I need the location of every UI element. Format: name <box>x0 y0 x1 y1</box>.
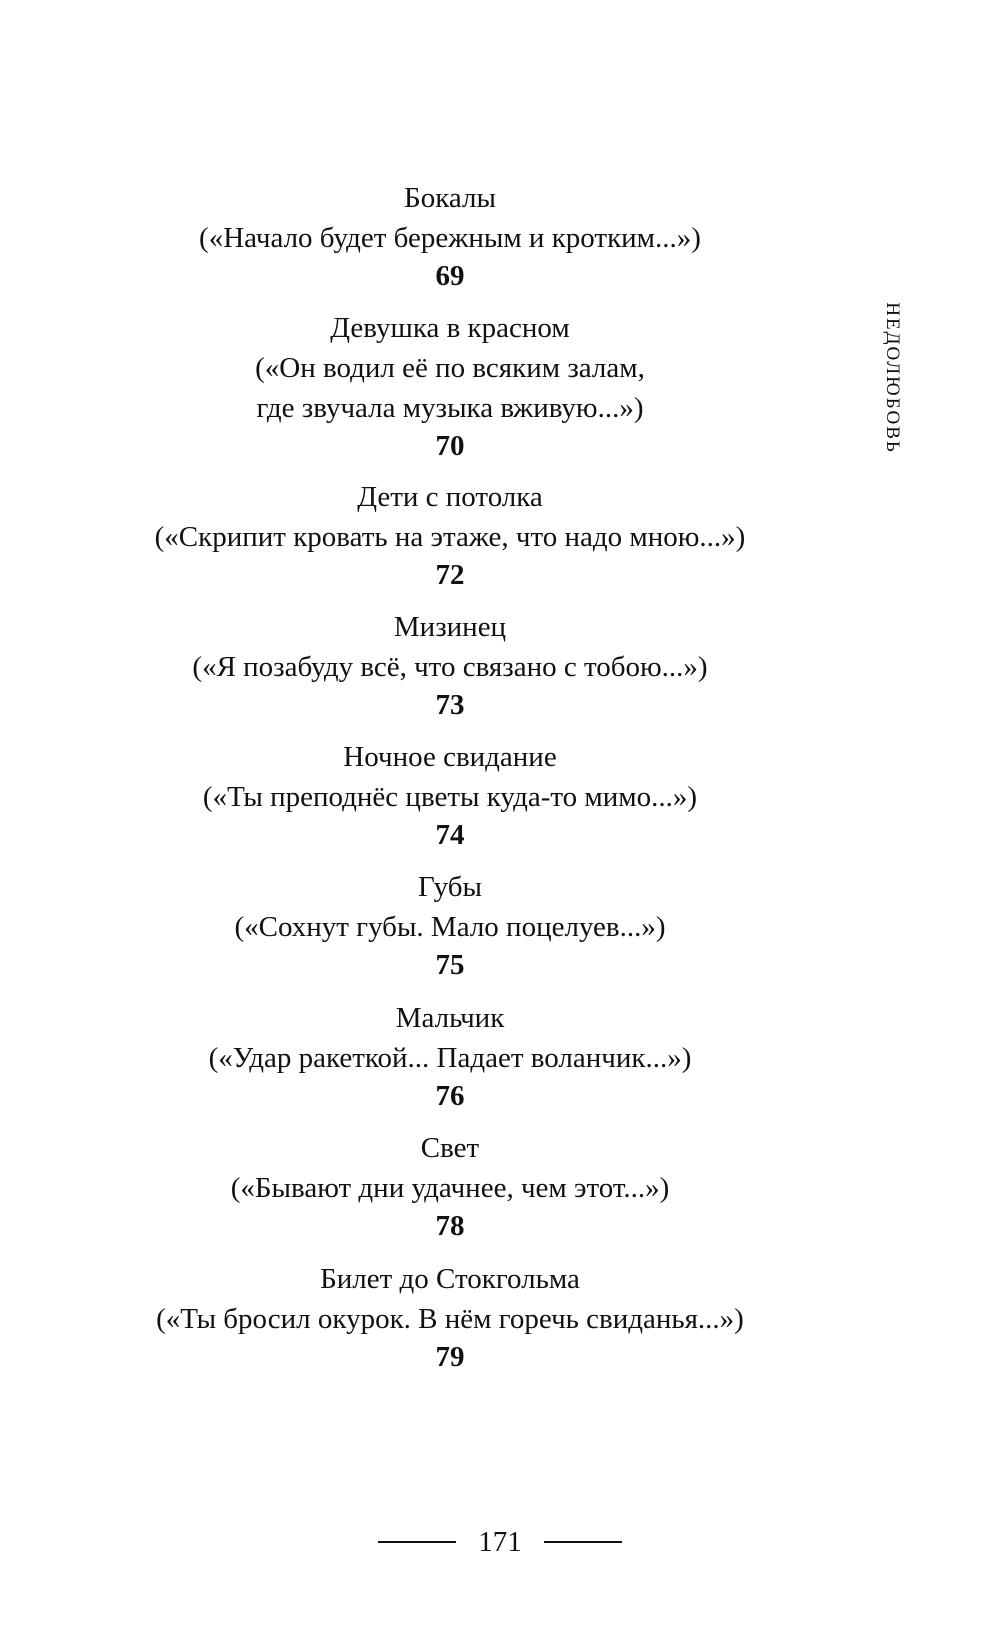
poem-first-line: («Ты бросил окурок. В нём горечь свиданья...») <box>156 1303 744 1335</box>
toc-entry <box>100 1128 800 1244</box>
poem-first-line: где звучала музыка вживую...») <box>256 392 644 424</box>
toc-entry <box>100 737 800 853</box>
toc-entry <box>100 867 800 983</box>
poem-first-line: («Ты преподнёс цветы куда-то мимо...») <box>202 781 698 813</box>
toc-entry <box>100 607 800 723</box>
poem-title: Бокалы <box>404 182 496 214</box>
page-number: 79 <box>435 1341 465 1373</box>
page-number: 74 <box>435 819 465 851</box>
footer-rule-left <box>378 1541 456 1543</box>
poem-first-line: («Бывают дни удачнее, чем этот...») <box>230 1172 670 1204</box>
toc-entry <box>100 1259 800 1375</box>
poem-title: Губы <box>417 871 483 903</box>
page-number: 73 <box>435 689 465 721</box>
page-footer <box>0 1522 1000 1562</box>
poem-first-line: («Сохнут губы. Мало поцелуев...») <box>234 911 666 943</box>
folio: 171 <box>478 1526 522 1558</box>
page-number: 70 <box>435 430 465 462</box>
page-number: 69 <box>435 260 465 292</box>
poem-title: Мизинец <box>393 611 507 643</box>
poem-first-line: («Удар ракеткой... Падает воланчик...») <box>208 1042 692 1074</box>
poem-first-line: («Я позабуду всё, что связано с тобою...») <box>192 651 708 683</box>
poem-title: Дети с потолка <box>357 481 543 513</box>
page-number: 75 <box>435 949 465 981</box>
toc-entry <box>100 477 800 593</box>
footer-rule-right <box>544 1541 622 1543</box>
page-number: 76 <box>435 1080 465 1112</box>
running-head: НЕДОЛЮБОВЬ <box>882 302 903 454</box>
poem-first-line: («Скрипит кровать на этаже, что надо мною...») <box>154 521 746 553</box>
poem-title: Девушка в красном <box>330 312 570 344</box>
page-number: 72 <box>435 559 465 591</box>
toc-entry <box>100 998 800 1114</box>
toc-entry <box>100 308 800 464</box>
poem-title: Ночное свидание <box>343 741 557 773</box>
poem-first-line: («Он водил её по всяким залам, <box>255 352 645 384</box>
poem-title: Свет <box>420 1132 480 1164</box>
poem-title: Мальчик <box>395 1002 505 1034</box>
poem-title: Билет до Стокгольма <box>320 1263 580 1295</box>
page-number: 78 <box>435 1210 465 1242</box>
poem-first-line: («Начало будет бережным и кротким...») <box>199 222 701 254</box>
toc-entry <box>100 178 800 294</box>
